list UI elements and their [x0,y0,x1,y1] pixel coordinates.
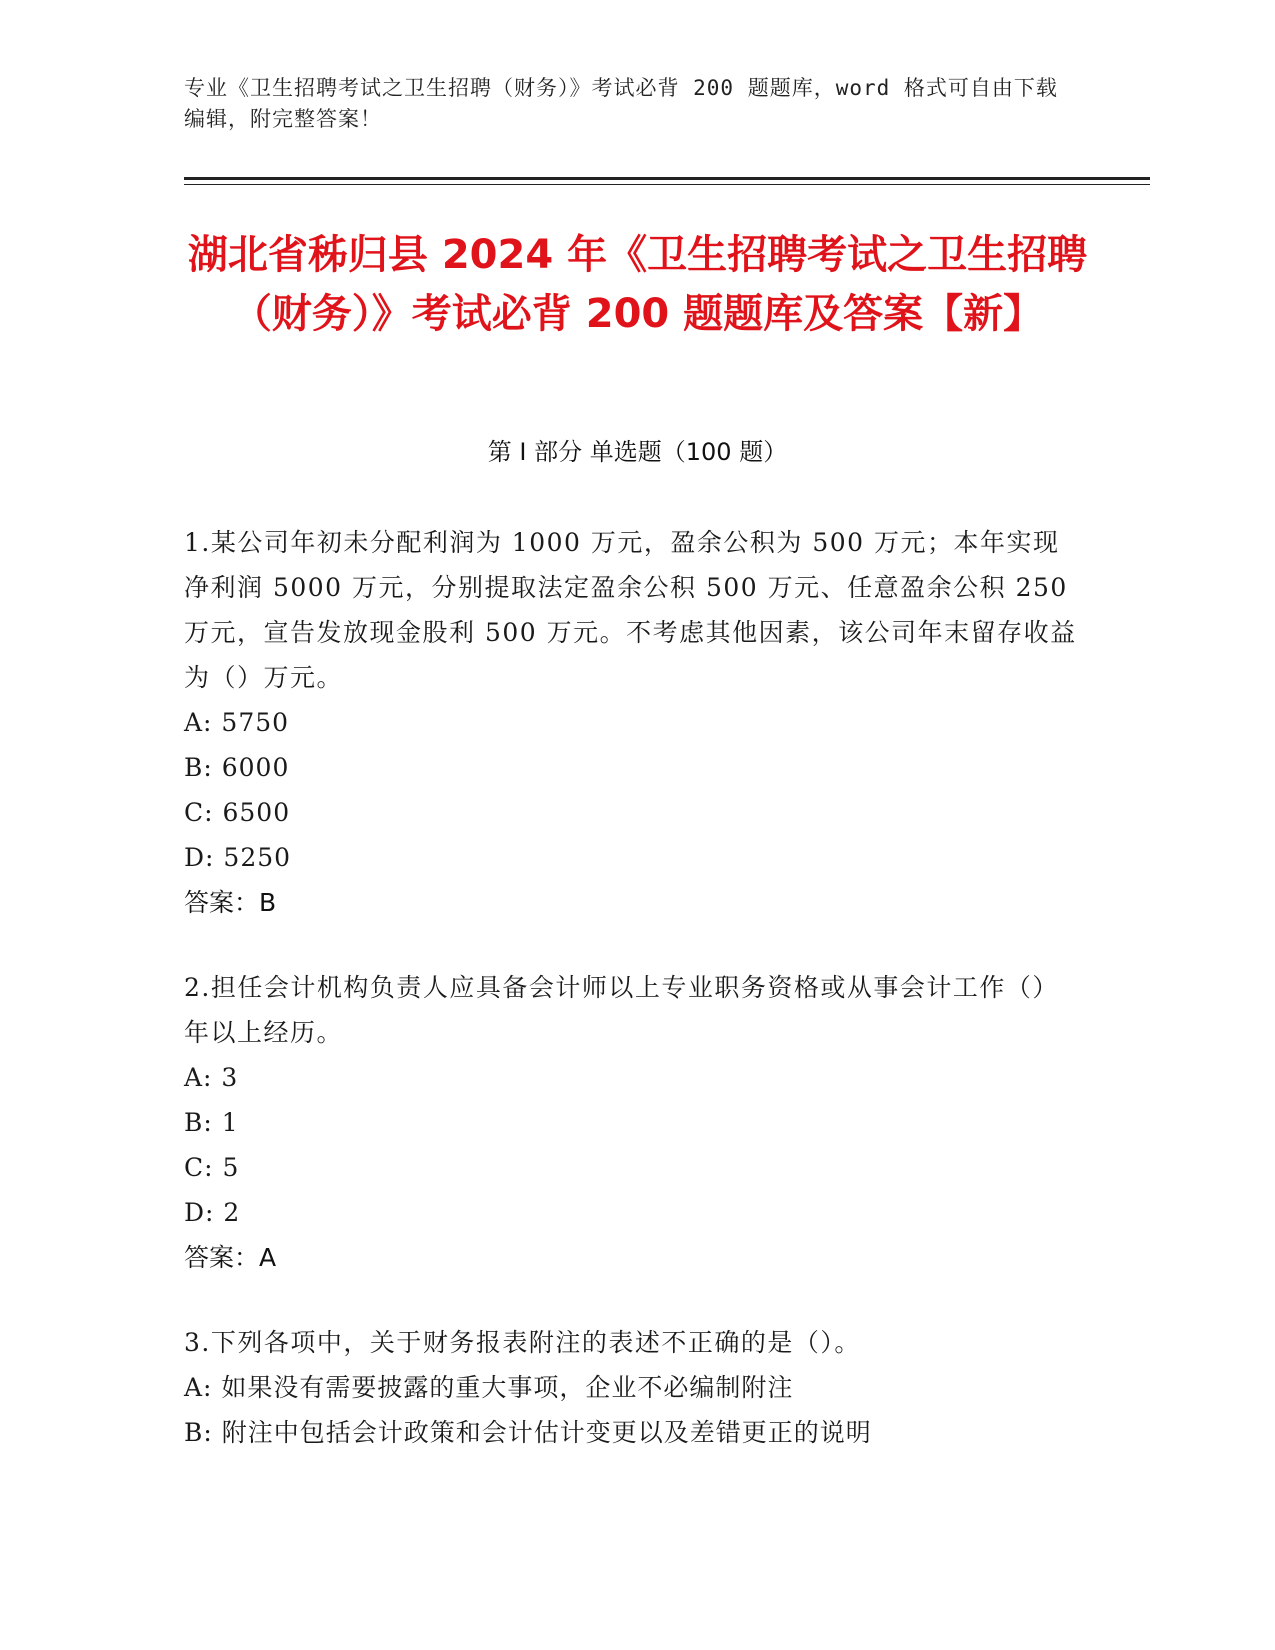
header-divider-thick [184,177,1150,180]
header-note: 专业《卫生招聘考试之卫生招聘（财务）》考试必背 200 题题库，word 格式可自由下载编辑，附完整答案！ [184,76,1058,131]
section-heading: 第 I 部分 单选题（100 题） [487,438,788,466]
question-option: D: 5250 [184,843,292,872]
question-option: C: 6500 [184,798,291,827]
question-stem: 2.担任会计机构负责人应具备会计师以上专业职务资格或从事会计工作（）年以上经历。 [184,973,1059,1047]
question-option: A: 如果没有需要披露的重大事项，企业不必编制附注 [184,1373,794,1402]
question-option: B: 1 [184,1108,239,1137]
question-option: A: 3 [184,1063,239,1092]
question-item [184,520,1084,925]
header-divider-thin [184,184,1150,185]
question-item [184,965,1084,1280]
question-stem: 3.下列各项中，关于财务报表附注的表述不正确的是（）。 [184,1328,861,1357]
question-option: D: 2 [184,1198,241,1227]
question-answer: 答案：A [184,1243,277,1272]
document-title: 湖北省秭归县 2024 年《卫生招聘考试之卫生招聘（财务）》考试必背 200 题题库及答案【新】 [187,232,1088,337]
question-list [184,520,1084,1495]
question-answer: 答案：B [184,888,277,917]
question-option: A: 5750 [184,708,290,737]
question-item [184,1320,1084,1455]
question-option: C: 5 [184,1153,240,1182]
question-option: B: 6000 [184,753,290,782]
question-option: B: 附注中包括会计政策和会计估计变更以及差错更正的说明 [184,1418,872,1447]
question-stem: 1.某公司年初未分配利润为 1000 万元，盈余公积为 500 万元；本年实现净利润 5000 万元，分别提取法定盈余公积 500 万元、任意盈余公积 250 万元，宣告发放现金股利 500 万元。不考虑其他因素，该公司年末留存收益为（）万元。 [184,528,1077,692]
